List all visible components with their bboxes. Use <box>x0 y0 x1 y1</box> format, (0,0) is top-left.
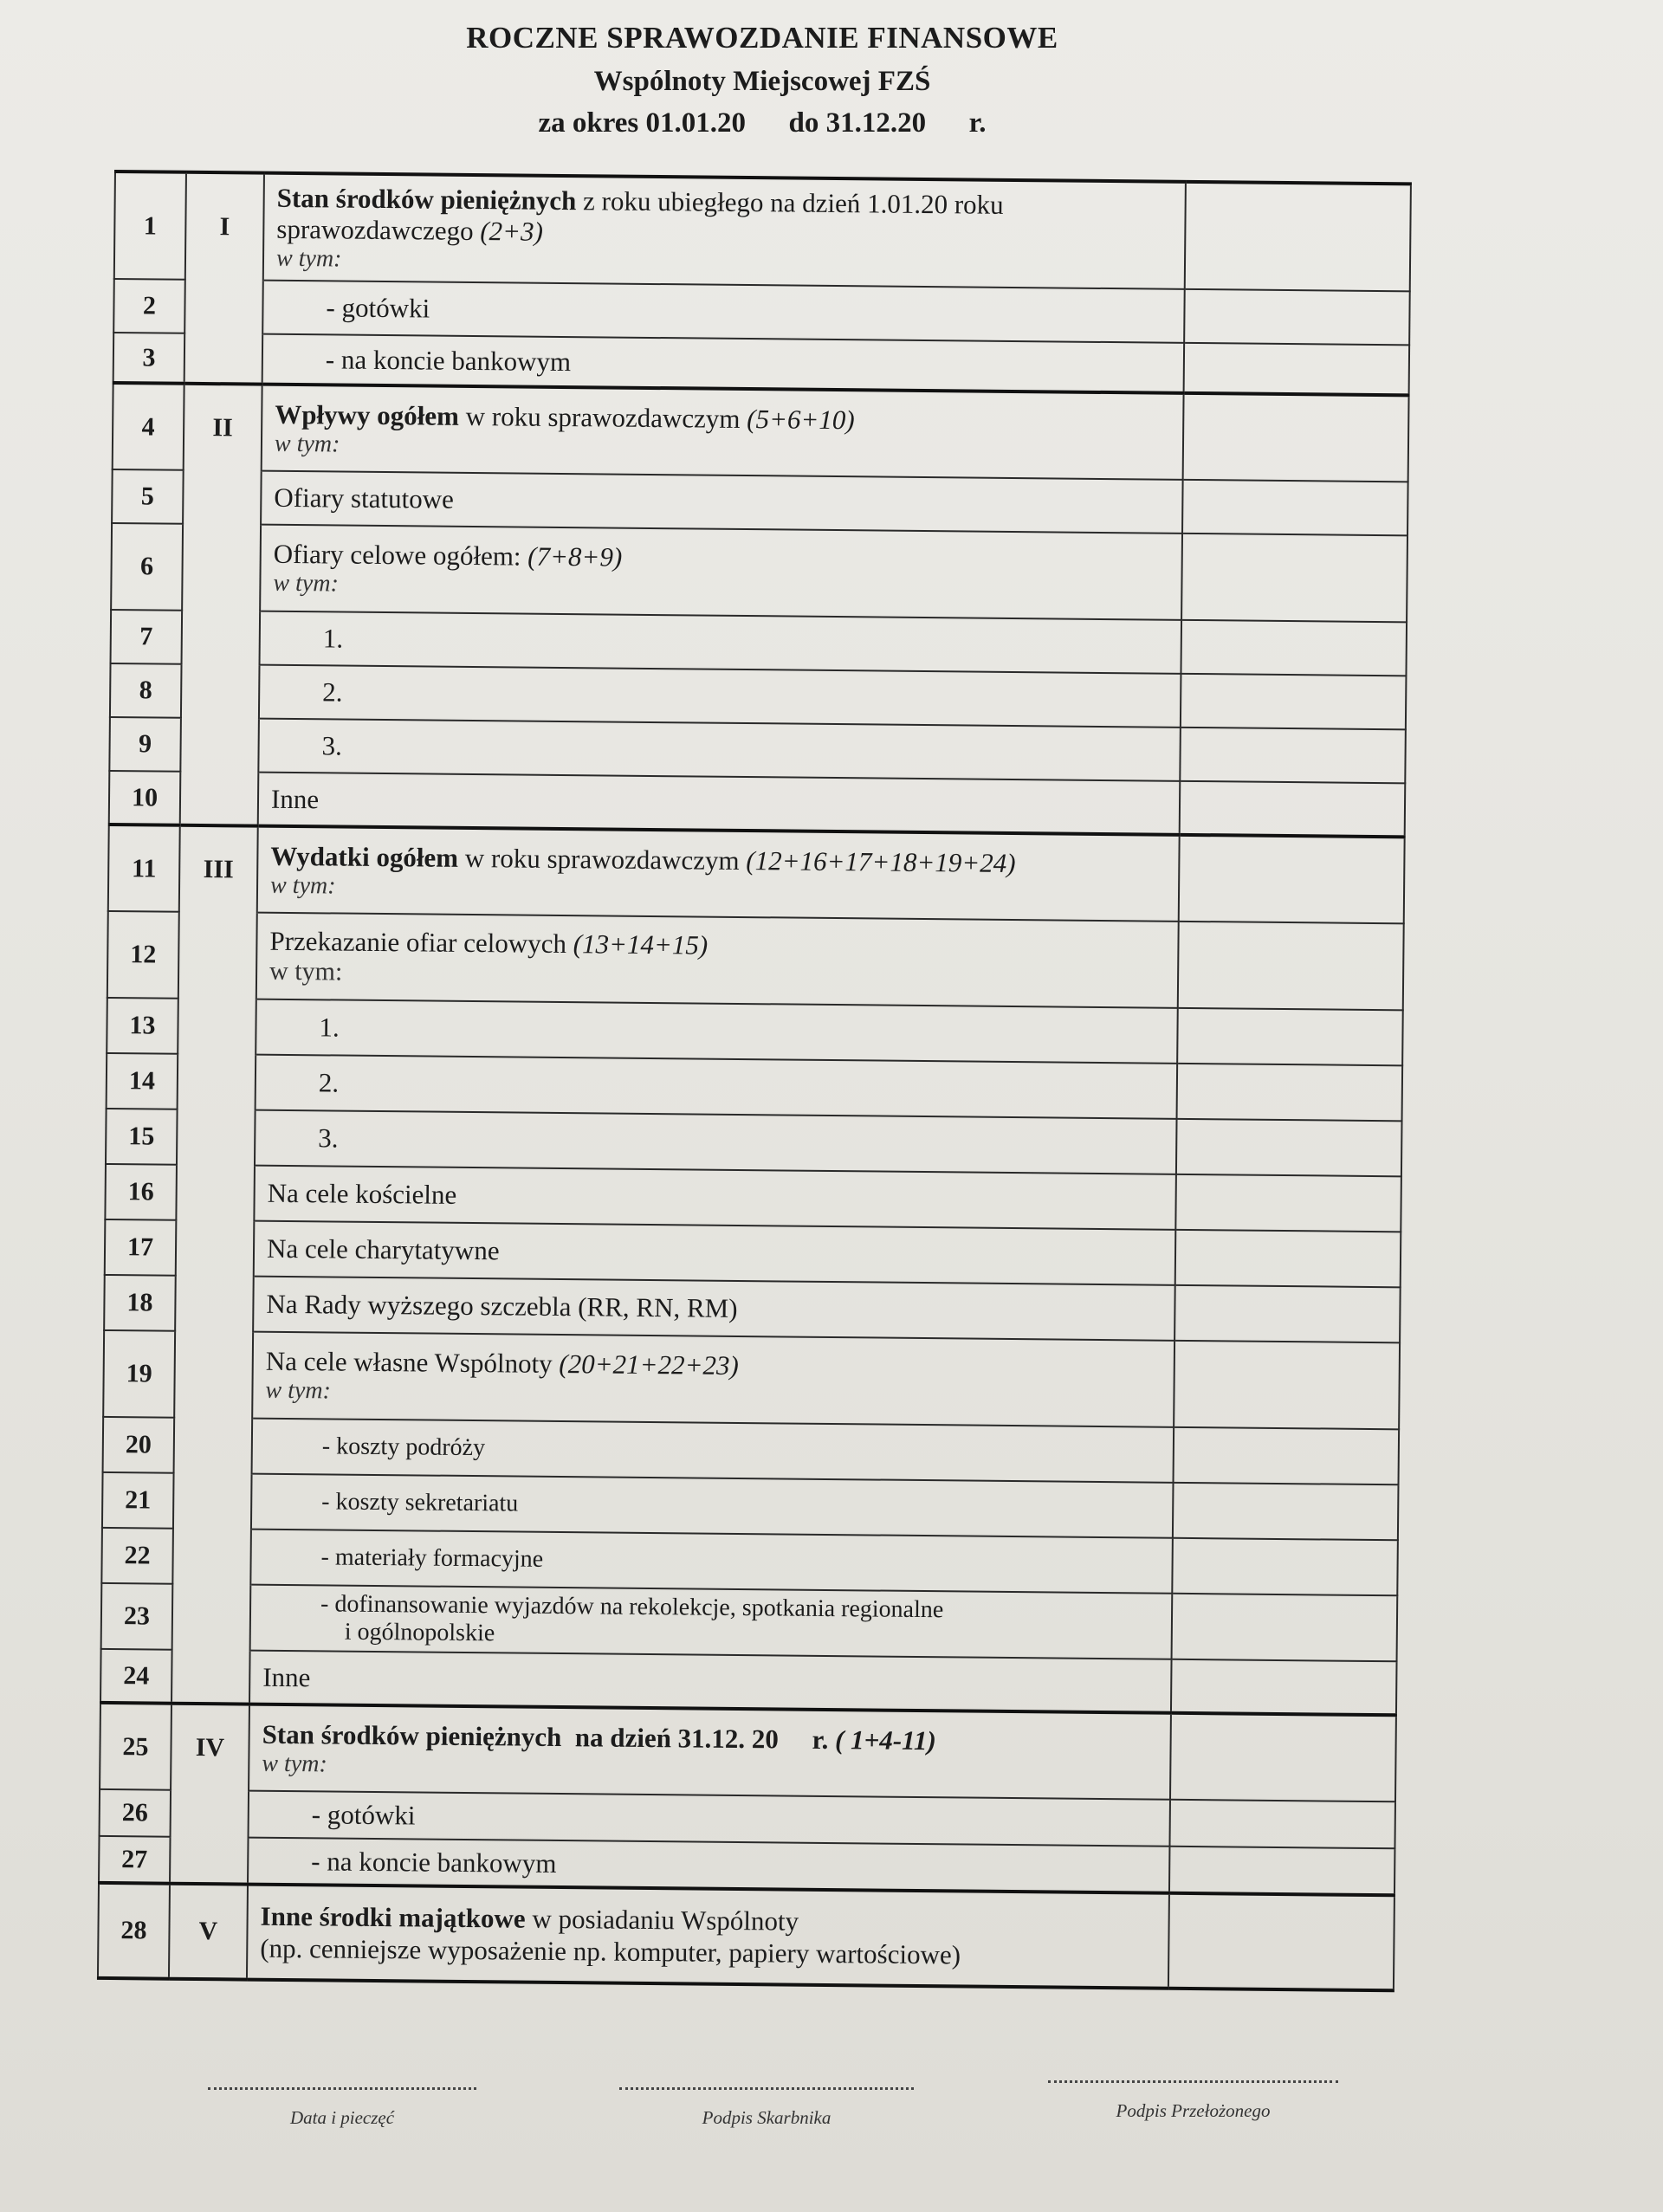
section-cell <box>171 1650 250 1704</box>
section-cell <box>183 470 262 525</box>
section-number: II <box>184 384 262 471</box>
row-label: 2. <box>256 1055 1178 1119</box>
row-number: 11 <box>108 825 180 912</box>
value-cell[interactable] <box>1169 1847 1395 1895</box>
value-cell[interactable] <box>1181 534 1407 622</box>
row-label: Na cele własne Wspólnoty (20+21+22+23) w tym: <box>252 1332 1174 1427</box>
section-cell <box>184 280 263 334</box>
row-label: - koszty sekretariatu <box>251 1474 1174 1538</box>
section-cell <box>176 1220 255 1277</box>
report-period: za okres 01.01.20 do 31.12.20 r. <box>538 107 987 139</box>
section-cell <box>172 1529 251 1585</box>
value-cell[interactable] <box>1174 1285 1401 1342</box>
value-cell[interactable] <box>1185 182 1411 291</box>
signature-superior <box>1048 2072 1338 2122</box>
section-cell <box>178 1054 256 1110</box>
section-cell <box>177 1109 256 1166</box>
row-number: 5 <box>112 469 184 524</box>
value-cell[interactable] <box>1184 289 1410 345</box>
row-label: Inne <box>258 773 1181 835</box>
section-number: V <box>169 1884 248 1980</box>
section-number: I <box>185 172 264 281</box>
row-label: 3. <box>255 1110 1177 1174</box>
value-cell[interactable] <box>1170 1713 1396 1801</box>
value-cell[interactable] <box>1181 674 1407 729</box>
section-cell <box>182 524 261 611</box>
row-number: 25 <box>100 1703 171 1790</box>
value-cell[interactable] <box>1171 1659 1397 1715</box>
signature-date-stamp <box>208 2079 476 2129</box>
row-label: 3. <box>258 719 1181 781</box>
value-cell[interactable] <box>1173 1483 1399 1540</box>
row-label: Na cele kościelne <box>254 1166 1176 1230</box>
value-cell[interactable] <box>1180 728 1406 783</box>
row-label: Na Rady wyższego szczebla (RR, RN, RM) <box>253 1277 1175 1341</box>
table-row <box>98 1883 1394 1990</box>
row-number: 9 <box>109 717 181 772</box>
signature-line <box>619 2079 914 2090</box>
row-number: 2 <box>113 279 185 333</box>
table-row <box>100 1703 1396 1801</box>
value-cell[interactable] <box>1183 393 1409 482</box>
value-cell[interactable] <box>1169 1800 1395 1848</box>
value-cell[interactable] <box>1176 1119 1402 1176</box>
row-label: 1. <box>260 611 1182 674</box>
signature-line <box>208 2079 476 2090</box>
financial-report-table <box>97 170 1412 1992</box>
section-cell <box>178 912 257 999</box>
row-number: 10 <box>109 771 181 825</box>
report-subtitle: Wspólnoty Miejscowej FZŚ <box>593 66 931 97</box>
section-cell <box>175 1276 254 1332</box>
section-cell <box>180 772 259 826</box>
table-row <box>107 911 1404 1010</box>
row-label: - gotówki <box>262 281 1185 343</box>
signature-treasurer <box>619 2079 914 2129</box>
table-row <box>103 1330 1400 1429</box>
row-label: Wydatki ogółem w roku sprawozdawczym (12+16+17+18+19+24) w tym: <box>257 826 1180 922</box>
row-number: 13 <box>107 998 178 1054</box>
row-label: 2. <box>259 665 1181 728</box>
signature-label: Podpis Przełożonego <box>1116 2100 1271 2121</box>
value-cell[interactable] <box>1182 480 1408 535</box>
value-cell[interactable] <box>1179 835 1405 923</box>
table-row <box>113 383 1409 482</box>
table-row <box>101 1583 1398 1661</box>
section-cell <box>178 999 256 1055</box>
value-cell[interactable] <box>1175 1174 1401 1232</box>
signature-line <box>1048 2072 1338 2083</box>
row-number: 1 <box>114 171 186 280</box>
row-label: Stan środków pieniężnych na dzień 31.12. 20 r. ( 1+4-11) w tym: <box>249 1704 1171 1800</box>
value-cell[interactable] <box>1168 1893 1394 1990</box>
row-number: 6 <box>111 523 183 611</box>
row-label: - koszty podróży <box>252 1419 1174 1483</box>
row-label: Wpływy ogółem w roku sprawozdawczym (5+6+10) w tym: <box>262 385 1184 480</box>
section-cell <box>184 333 263 385</box>
row-label: Inne środki majątkowe w posiadaniu Wspólnoty (np. cenniejsze wyposażenie np. komputer, papiery wartościowe) <box>247 1885 1169 1989</box>
section-cell <box>181 664 260 719</box>
value-cell[interactable] <box>1181 620 1407 676</box>
row-label: Ofiary statutowe <box>261 471 1183 534</box>
section-number: IV <box>171 1704 249 1791</box>
row-label: Stan środków pieniężnych z roku ubiegłego na dzień 1.01.20 roku sprawozdawczego (2+3) w tym: <box>263 173 1186 289</box>
row-number: 28 <box>98 1883 170 1979</box>
table-row <box>111 523 1407 622</box>
value-cell[interactable] <box>1172 1594 1398 1661</box>
row-number: 18 <box>104 1275 176 1331</box>
section-cell <box>176 1165 255 1221</box>
row-label: Ofiary celowe ogółem: (7+8+9) w tym: <box>260 525 1182 620</box>
row-number: 20 <box>103 1417 175 1473</box>
row-number: 8 <box>110 663 182 718</box>
value-cell[interactable] <box>1180 781 1406 837</box>
section-cell <box>180 718 259 773</box>
section-number: III <box>179 825 258 913</box>
row-label: Na cele charytatywne <box>254 1221 1176 1285</box>
row-number: 3 <box>113 333 185 384</box>
row-number: 26 <box>100 1789 171 1837</box>
row-number: 16 <box>105 1164 177 1220</box>
table-row <box>108 825 1405 923</box>
row-label: - materiały formacyjne <box>250 1530 1173 1594</box>
value-cell[interactable] <box>1184 343 1410 395</box>
row-number: 14 <box>107 1053 178 1109</box>
value-cell[interactable] <box>1172 1538 1398 1595</box>
section-cell <box>173 1473 252 1530</box>
row-number: 22 <box>101 1528 173 1584</box>
row-label: - dofinansowanie wyjazdów na rekolekcje, spotkania regionalne i ogólnopolskie <box>250 1585 1173 1659</box>
table-row <box>114 171 1411 291</box>
section-cell <box>171 1790 249 1838</box>
value-cell[interactable] <box>1175 1230 1401 1287</box>
value-cell[interactable] <box>1174 1427 1400 1484</box>
value-cell[interactable] <box>1174 1341 1400 1429</box>
row-number: 17 <box>105 1219 177 1276</box>
signature-label: Data i pieczęć <box>289 2107 395 2128</box>
row-number: 4 <box>113 383 184 470</box>
section-cell <box>172 1584 251 1651</box>
row-number: 23 <box>101 1583 173 1650</box>
row-label: 1. <box>256 999 1178 1064</box>
row-label: - na koncie bankowym <box>262 334 1185 393</box>
row-label: - na koncie bankowym <box>248 1838 1169 1893</box>
row-number: 19 <box>103 1330 175 1418</box>
value-cell[interactable] <box>1177 1008 1403 1065</box>
row-number: 27 <box>99 1836 171 1884</box>
value-cell[interactable] <box>1178 922 1404 1010</box>
section-cell <box>174 1418 253 1474</box>
row-number: 21 <box>102 1472 174 1529</box>
row-label: Inne <box>249 1651 1172 1713</box>
row-label: Przekazanie ofiar celowych (13+14+15) w tym: <box>256 913 1179 1008</box>
row-number: 12 <box>107 911 179 999</box>
section-cell <box>182 611 261 665</box>
section-cell <box>170 1837 249 1885</box>
row-number: 15 <box>106 1109 178 1165</box>
row-number: 24 <box>100 1649 172 1704</box>
signature-label: Podpis Skarbnika <box>702 2107 832 2128</box>
value-cell[interactable] <box>1177 1064 1403 1121</box>
row-label: - gotówki <box>249 1791 1170 1847</box>
section-cell <box>174 1331 253 1419</box>
row-number: 7 <box>111 610 183 664</box>
report-title: ROCZNE SPRAWOZDANIE FINANSOWE <box>466 21 1058 55</box>
